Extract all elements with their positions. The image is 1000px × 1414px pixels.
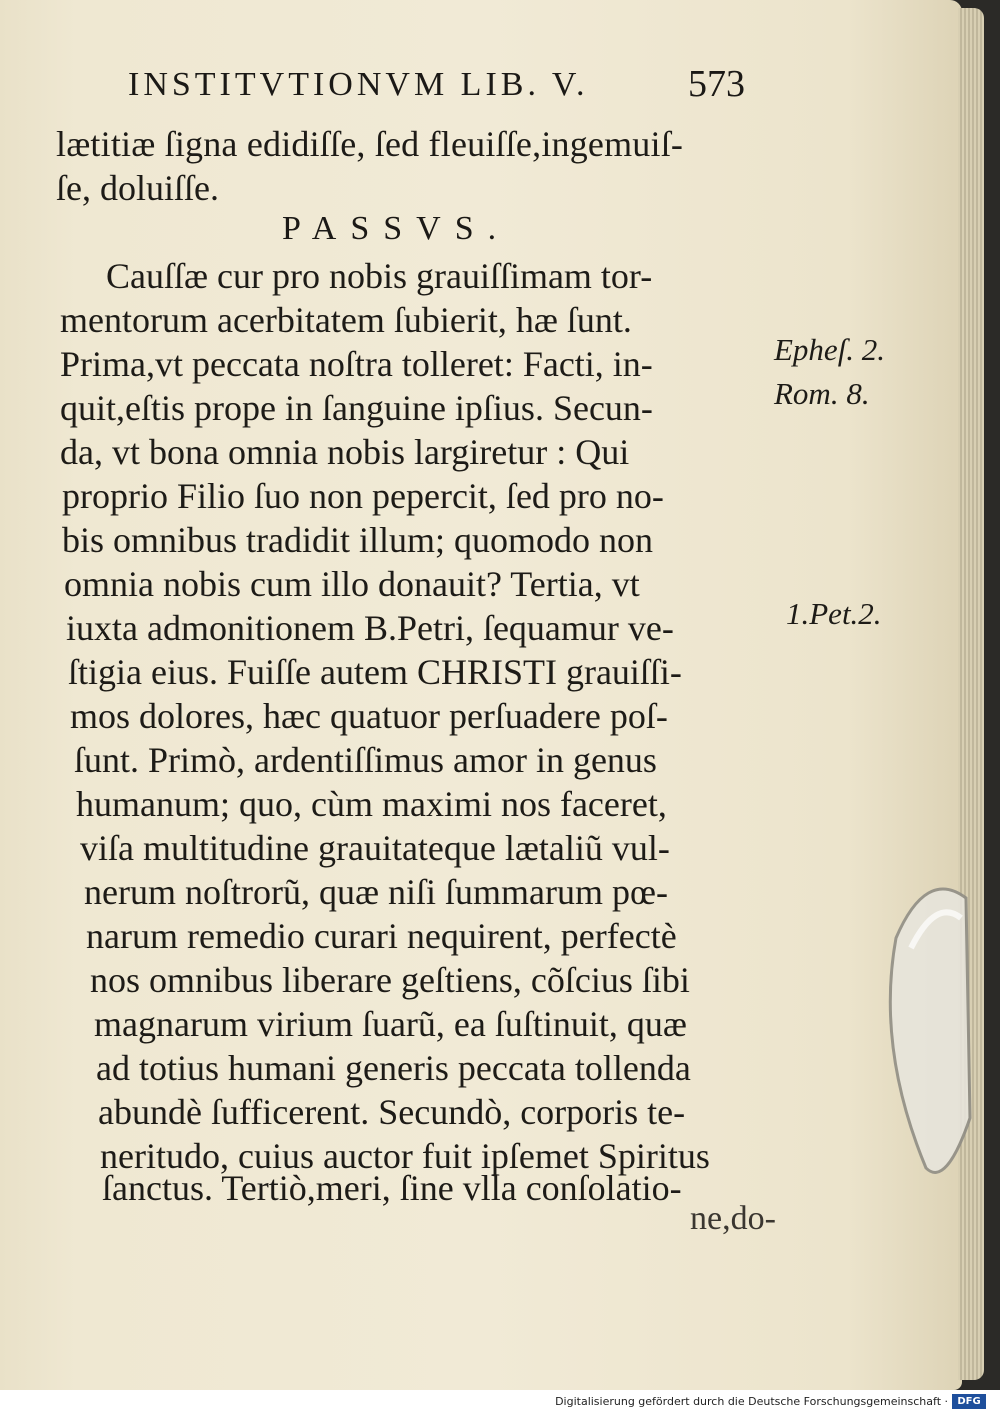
text-line: mos dolores, hæc quatuor perſuadere poſ- — [70, 696, 668, 736]
margin-note-peter — [786, 596, 882, 632]
text-line: Prima,vt peccata noſtra tolleret: Facti, in- — [60, 344, 653, 384]
margin-note-text: 1.Pet.2. — [786, 596, 882, 631]
text-line: ſunt. Primò, ardentiſſimus amor in genus — [74, 740, 657, 780]
text-line: humanum; quo, cùm maximi nos faceret, — [76, 784, 667, 824]
text-line: lætitiæ ſigna edidiſſe, ſed fleuiſſe,ingemuiſ- — [56, 124, 684, 164]
margin-note-text: Rom. 8. — [774, 376, 870, 411]
footer-credit: Digitalisierung gefördert durch die Deutsche Forschungsgemeinschaft · — [555, 1395, 948, 1408]
text-line: ſanctus. Tertiò,meri, ſine vlla conſolatio- — [102, 1168, 682, 1208]
page-clip-overlay — [866, 868, 976, 1198]
text-line: omnia nobis cum illo donauit? Tertia, vt — [64, 564, 640, 604]
margin-note-ephesians — [774, 332, 885, 368]
text-line: ſe, doluiſſe. — [56, 168, 219, 208]
text-line: bis omnibus tradidit illum; quomodo non — [62, 520, 654, 560]
text-line: neritudo, cuius auctor fuit ipſemet Spiritus — [100, 1136, 710, 1176]
text-line: nerum noſtrorũ, quæ niſi ſummarum pœ- — [84, 872, 668, 912]
section-heading: PASSVS. — [282, 210, 511, 247]
text-line: iuxta admonitionem B.Petri, ſequamur ve- — [66, 608, 674, 648]
text-line: Cauſſæ cur pro nobis grauiſſimam tor- — [106, 256, 653, 296]
margin-note-text: Epheſ. 2. — [774, 332, 886, 367]
text-line: da, vt bona omnia nobis largiretur : Qui — [60, 432, 630, 472]
text-line: viſa multitudine grauitateque lætaliũ vul- — [80, 828, 670, 868]
text-line: abundè ſufficerent. Secundò, corporis te- — [98, 1092, 686, 1132]
text-line: magnarum virium ſuarũ, ea ſuſtinuit, quæ — [94, 1004, 687, 1044]
catchword: ne,do- — [690, 1200, 776, 1237]
running-head: INSTITVTIONVM LIB. V. — [128, 66, 589, 103]
text-line: ad totius humani generis peccata tollenda — [96, 1048, 691, 1088]
text-line: ſtigia eius. Fuiſſe autem CHRISTI grauiſſi- — [68, 652, 682, 692]
page-number: 573 — [688, 63, 745, 105]
text-line: mentorum acerbitatem ſubierit, hæ ſunt. — [60, 300, 632, 340]
text-line: narum remedio curari nequirent, perfectè — [86, 916, 677, 956]
text-line: nos omnibus liberare geſtiens, cõſcius ſibi — [90, 960, 690, 1000]
digitization-footer — [0, 1390, 1000, 1414]
margin-note-romans — [774, 376, 870, 412]
text-line: quit,eſtis prope in ſanguine ipſius. Secun- — [60, 388, 653, 428]
dfg-logo: DFG — [952, 1394, 986, 1409]
text-line: proprio Filio ſuo non pepercit, ſed pro no- — [62, 476, 664, 516]
